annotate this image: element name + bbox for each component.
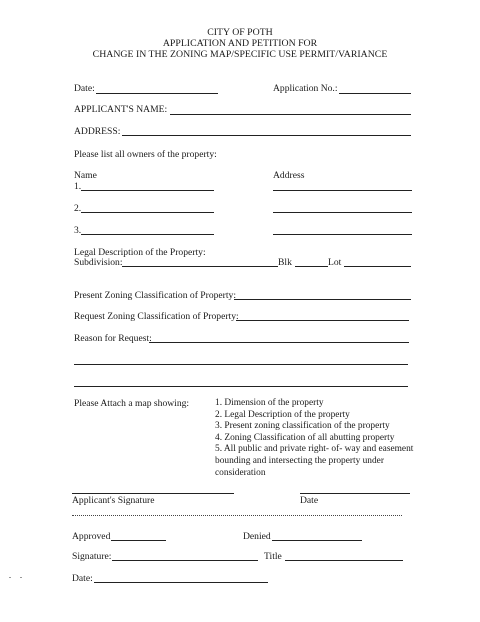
applicant-name-label: APPLICANT'S NAME: xyxy=(74,104,168,115)
title-field[interactable] xyxy=(285,560,403,561)
attach-item: 5. All public and private right- of- way and easement bounding and intersecting the property under consideration xyxy=(215,444,414,478)
owner-1-address-field[interactable] xyxy=(273,190,412,191)
lot-label: Lot xyxy=(328,257,342,268)
address-label: ADDRESS: xyxy=(74,126,121,137)
attach-item: 2. Legal Description of the property xyxy=(215,409,350,420)
reason-field-line-3[interactable] xyxy=(74,386,408,387)
applicant-signature-label: Applicant's Signature xyxy=(72,495,155,506)
attach-item: 3. Present zoning classification of the property xyxy=(215,421,390,432)
reason-field-line-1[interactable] xyxy=(149,342,409,343)
attach-item: 4. Zoning Classification of all abutting property xyxy=(215,432,395,443)
denied-label: Denied xyxy=(243,531,271,542)
owners-prompt: Please list all owners of the property: xyxy=(74,149,217,160)
legal-description-label: Legal Description of the Property: xyxy=(74,247,206,258)
owner-2-name-field[interactable] xyxy=(81,212,214,213)
owner-3-address-field[interactable] xyxy=(273,234,412,235)
application-no-label: Application No.: xyxy=(273,83,338,94)
request-zoning-label: Request Zoning Classification of Property: xyxy=(74,311,239,322)
date-field[interactable] xyxy=(96,93,218,94)
address-column-header: Address xyxy=(273,170,305,181)
blk-label: Blk xyxy=(278,257,292,268)
title-label: Title xyxy=(264,551,282,562)
office-date-field[interactable] xyxy=(94,582,268,583)
applicant-signature-field[interactable] xyxy=(72,493,234,494)
approved-field[interactable] xyxy=(111,540,166,541)
attach-map-label: Please Attach a map showing: xyxy=(74,398,190,409)
form-title: APPLICATION AND PETITION FOR xyxy=(162,38,318,49)
separator-line xyxy=(72,515,402,516)
scan-speck xyxy=(9,577,11,578)
owner-3-name-field[interactable] xyxy=(81,234,214,235)
reason-label: Reason for Request: xyxy=(74,333,152,344)
office-date-label: Date: xyxy=(72,573,93,584)
owner-2-address-field[interactable] xyxy=(273,212,412,213)
signature-date-label: Date xyxy=(300,495,319,506)
subdivision-field[interactable] xyxy=(122,266,278,267)
scan-speck xyxy=(20,577,22,578)
application-no-field[interactable] xyxy=(339,93,411,94)
office-signature-label: Signature: xyxy=(72,551,112,562)
form-subtitle: CHANGE IN THE ZONING MAP/SPECIFIC USE PERMIT/VARIANCE xyxy=(92,49,388,60)
owner-3-number: 3. xyxy=(74,225,82,236)
name-column-header: Name xyxy=(74,170,97,181)
request-zoning-field[interactable] xyxy=(236,320,409,321)
attach-item: 1. Dimension of the property xyxy=(215,398,324,408)
present-zoning-label: Present Zoning Classification of Property: xyxy=(74,290,237,301)
denied-field[interactable] xyxy=(272,540,362,541)
office-signature-field[interactable] xyxy=(112,560,258,561)
city-title: CITY OF POTH xyxy=(207,27,273,38)
address-field[interactable] xyxy=(122,135,411,136)
reason-field-line-2[interactable] xyxy=(74,364,408,365)
owner-1-number: 1. xyxy=(74,181,82,192)
present-zoning-field[interactable] xyxy=(234,299,411,300)
blk-field[interactable] xyxy=(295,266,328,267)
date-label: Date: xyxy=(74,83,95,94)
signature-date-field[interactable] xyxy=(300,493,410,494)
applicant-name-field[interactable] xyxy=(170,114,411,115)
subdivision-label: Subdivision: xyxy=(74,257,123,268)
lot-field[interactable] xyxy=(344,266,411,267)
owner-1-name-field[interactable] xyxy=(81,190,214,191)
approved-label: Approved xyxy=(72,531,111,542)
attach-map-list xyxy=(215,398,430,479)
owner-2-number: 2. xyxy=(74,203,82,214)
